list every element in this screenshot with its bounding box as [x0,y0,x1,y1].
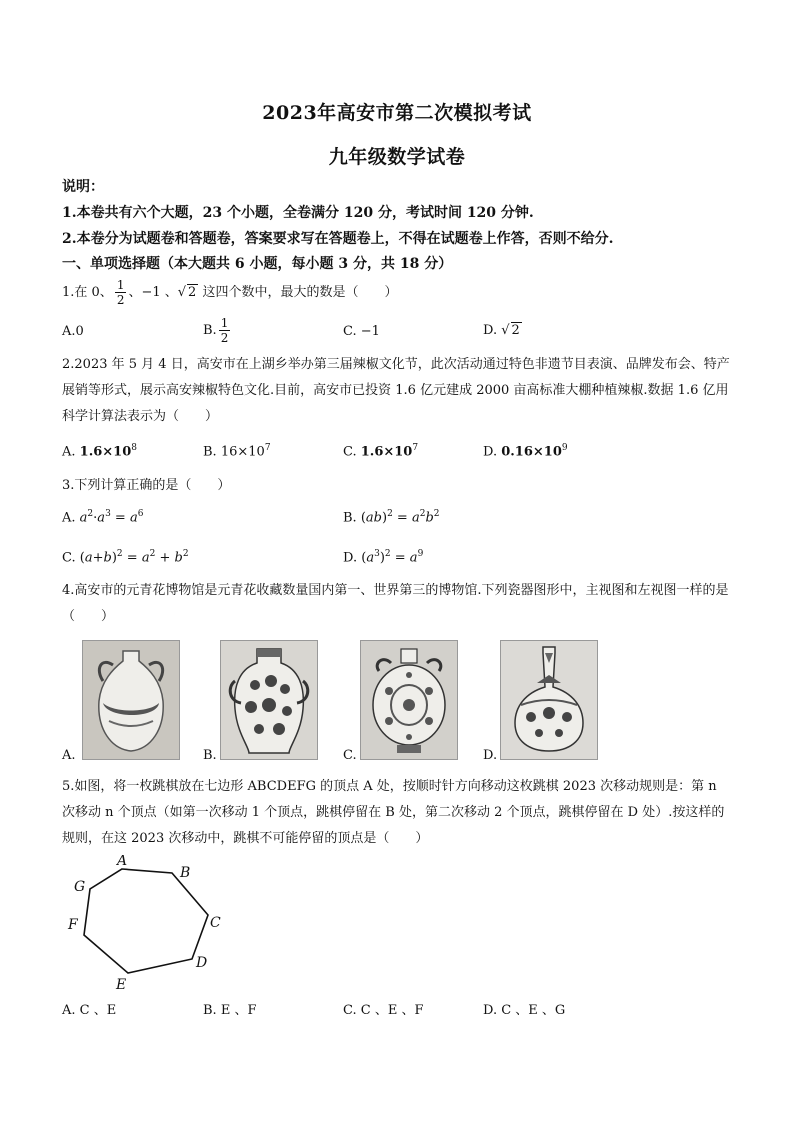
q1-option-b: B. $\frac{1}{2}$ [203,316,229,345]
vase-image-b [220,640,318,760]
vase-image-c [360,640,458,760]
q5-option-c: C. C 、E 、F [343,1003,424,1018]
q5-stem: 5.如图，将一枚跳棋放在七边形 ABCDEFG 的顶点 A 处，按顺时针方向移动这枚跳棋 2023 次移动规则是：第 n 次移动 n 个顶点（如第一次移动 1 个顶点，跳棋停留在 B 处，第二次移动 2 个顶点，跳棋停留在 D 处）.按这样的规则，在这 2023 次移动中，跳棋不可能停留的顶点是（ ） [62,779,725,846]
exam-title: 2023年高安市第二次模拟考试 [262,102,532,124]
half-fraction: $\frac{1}{2}$ [116,278,125,307]
vertex-label-g: G [74,879,86,895]
q5-option-a: A. C 、E [62,1003,117,1018]
q4-option-a: A. [62,748,76,763]
q1-option-c: C. −1 [343,324,380,339]
note-1: 1.本卷共有六个大题，23 个小题，全卷满分 120 分，考试时间 120 分钟. [62,205,534,221]
vertex-label-f: F [68,917,78,933]
q1-option-d: D. √ 2 [483,323,520,338]
q4-option-c: C. [343,748,357,763]
q2-option-a: A. $1.6\times 10^8$ [62,443,137,460]
q4-stem: 4.高安市的元青花博物馆是元青花收藏数量国内第一、世界第三的博物馆.下列瓷器图形中，主视图和左视图一样的是（ ） [62,583,729,624]
q3-option-b: B. $(ab)^2 = a^2b^2$ [343,509,440,526]
note-2: 2.本卷分为试题卷和答题卷，答案要求写在答题卷上，不得在试题卷上作答，否则不给分. [62,231,614,247]
heptagon-figure [62,855,232,995]
q2-option-c: C. $1.6\times 10^7$ [343,443,419,460]
heptagon-shape [84,869,208,973]
q2-option-b: B. $16\times 10^7$ [203,443,271,460]
vertex-label-a: A [117,855,128,869]
q3-option-d: D. $(a^3)^2 = a^9$ [343,549,424,566]
exam-subtitle: 九年级数学试卷 [328,146,466,168]
q2-option-d: D. $0.16\times 10^9$ [483,443,568,460]
vase-image-d [500,640,598,760]
q3-option-a: A. $a^2\cdot a^3 = a^6$ [62,509,144,526]
q5-option-d: D. C 、E 、G [483,1003,566,1018]
vertex-label-c: C [210,915,221,931]
q3-stem: 3.下列计算正确的是（ ） [62,478,231,493]
vertex-label-b: B [180,865,191,881]
vertex-label-d: D [196,955,208,971]
q4-option-d: D. [483,748,498,763]
q1-option-a: A.0 [62,324,84,339]
q3-option-c: C. $(a+b)^2 = a^2 + b^2$ [62,549,189,566]
q1-stem: 1.在 0、 $\frac{1}{2}$ 、−1 、√ 2 这四个数中，最大的数是（ ） [62,278,398,307]
q4-option-b: B. [203,748,217,763]
notes-label: 说明： [62,179,104,195]
vertex-label-e: E [116,977,127,993]
section-heading: 一、单项选择题（本大题共 6 小题，每小题 3 分，共 18 分） [62,256,453,272]
q5-option-b: B. E 、F [203,1003,257,1018]
q2-stem: 2.2023 年 5 月 4 日，高安市在上湖乡举办第三届辣椒文化节，此次活动通过特色非遗节目表演、品牌发布会、特产展销等形式，展示高安辣椒特色文化.目前，高安市已投资 1.6 亿元建成 2000 亩高标准大棚种植辣椒.数据 1.6 亿用科学计算法表示为（ ） [62,357,730,424]
vase-image-a [82,640,180,760]
